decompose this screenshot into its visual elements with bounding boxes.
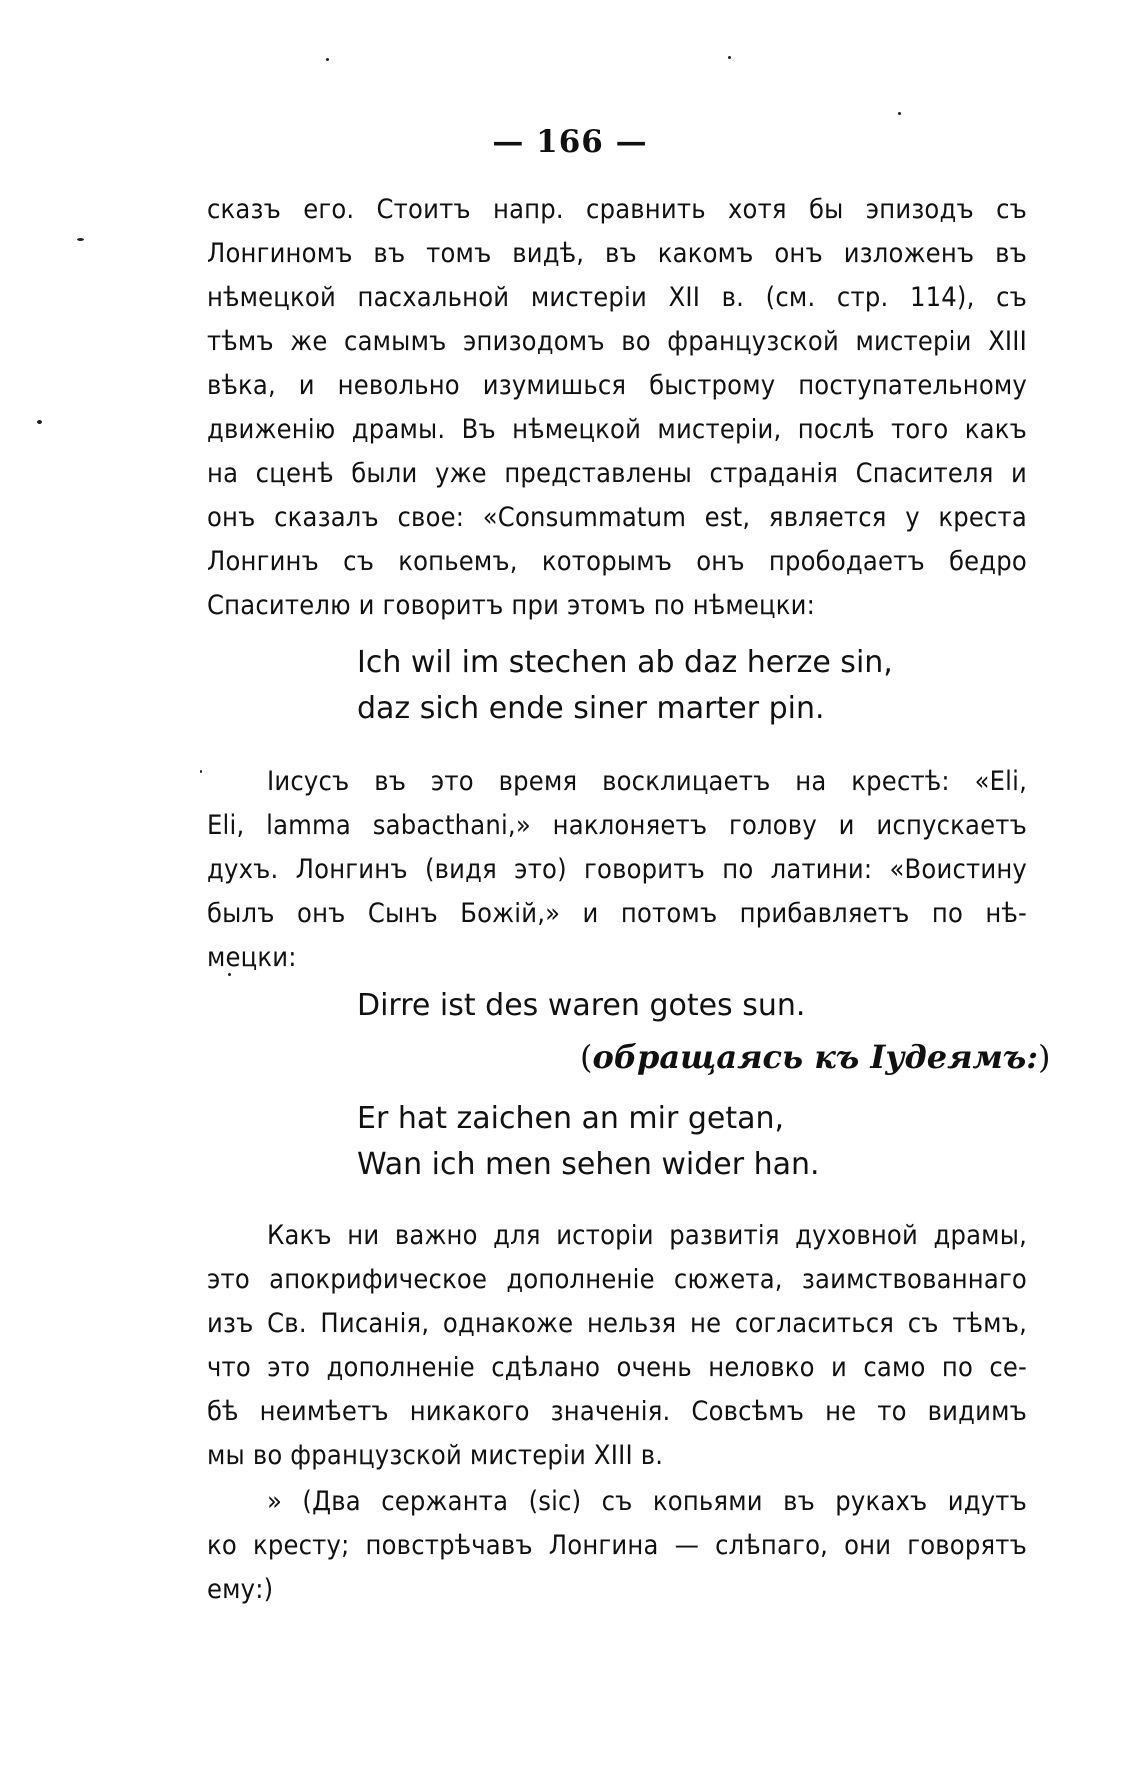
text-line: духъ. Лонгинъ (видя это) говоритъ по латини: «Воистину: [207, 854, 1027, 885]
text-line: » (Два сержанта (sic) съ копьями въ рукахъ идутъ: [267, 1486, 1027, 1517]
paragraph-4: [207, 1480, 1027, 1612]
scan-speck: [728, 56, 731, 59]
stage-direction: [580, 1038, 1051, 1076]
text-line: вѣка, и невольно изумишься быстрому поступательному: [207, 370, 1027, 401]
text-line: мецки:: [207, 942, 297, 973]
verse-german-2: [357, 983, 805, 1029]
text-line: на сценѣ были уже представлены страданія Спасителя и: [207, 458, 1027, 489]
text-line: онъ сказалъ свое: «Consummatum est, является у креста: [207, 502, 1027, 533]
page-number: — 166 —: [492, 124, 648, 160]
scan-speck: [898, 112, 901, 115]
verse-german-1: [357, 640, 893, 732]
verse-line: Wan ich men sehen wider han.: [357, 1147, 820, 1182]
text-line: это апокрифическое дополненіе сюжета, заимствованнаго: [207, 1264, 1027, 1295]
paragraph-1: [207, 188, 1027, 628]
scan-speck: [200, 770, 202, 773]
text-line: Какъ ни важно для исторіи развитія духовной драмы,: [267, 1220, 1027, 1251]
paragraph-2: [207, 760, 1027, 980]
text-line: сказъ его. Стоитъ напр. сравнить хотя бы эпизодъ съ: [207, 194, 1027, 225]
paren-close: ): [1038, 1038, 1051, 1076]
scan-speck: [228, 973, 231, 976]
paragraph-3: [207, 1214, 1027, 1478]
text-line: Лонгиномъ въ томъ видѣ, въ какомъ онъ изложенъ въ: [207, 238, 1027, 269]
verse-line: Er hat zaichen an mir getan,: [357, 1101, 785, 1136]
text-line: что это дополненіе сдѣлано очень неловко и само по се-: [207, 1352, 1027, 1383]
text-line: Лонгинъ съ копьемъ, которымъ онъ прободаетъ бедро: [207, 546, 1027, 577]
text-line: ему:): [207, 1574, 274, 1605]
text-line: изъ Св. Писанія, однакоже нельзя не согласиться съ тѣмъ,: [207, 1308, 1027, 1339]
verse-line: Ich wil im stechen ab daz herze sin,: [357, 645, 893, 680]
text-line: Eli, lamma sabacthani,» наклоняетъ голову и испускаетъ: [207, 810, 1027, 841]
verse-line: Dirre ist des waren gotes sun.: [357, 988, 806, 1023]
verse-german-3: [357, 1096, 820, 1188]
verse-line: daz sich ende siner marter pin.: [357, 691, 825, 726]
scan-speck: [37, 420, 42, 424]
scan-speck: [77, 238, 84, 241]
text-line: нѣмецкой пасхальной мистеріи XII в. (см. стр. 114), съ: [207, 282, 1027, 313]
scan-speck: [326, 58, 329, 61]
text-line: былъ онъ Сынъ Божій,» и потомъ прибавляетъ по нѣ-: [207, 898, 1027, 929]
text-line: движенію драмы. Въ нѣмецкой мистеріи, послѣ того какъ: [207, 414, 1027, 445]
paren-open: (: [580, 1038, 593, 1076]
text-line: бѣ неимѣетъ никакого значенія. Совсѣмъ не то видимъ: [207, 1396, 1027, 1427]
stage-direction-text: обращаясь къ Іудеямъ:: [592, 1038, 1039, 1076]
text-line: Спасителю и говоритъ при этомъ по нѣмецки:: [207, 590, 816, 621]
text-line: тѣмъ же самымъ эпизодомъ во французской мистеріи XIII: [207, 326, 1027, 357]
text-line: мы во французской мистеріи XIII в.: [207, 1440, 664, 1471]
text-line: ко кресту; повстрѣчавъ Лонгина — слѣпаго, они говорятъ: [207, 1530, 1027, 1561]
text-line: Іисусъ въ это время восклицаетъ на крестѣ: «Eli,: [267, 766, 1027, 797]
